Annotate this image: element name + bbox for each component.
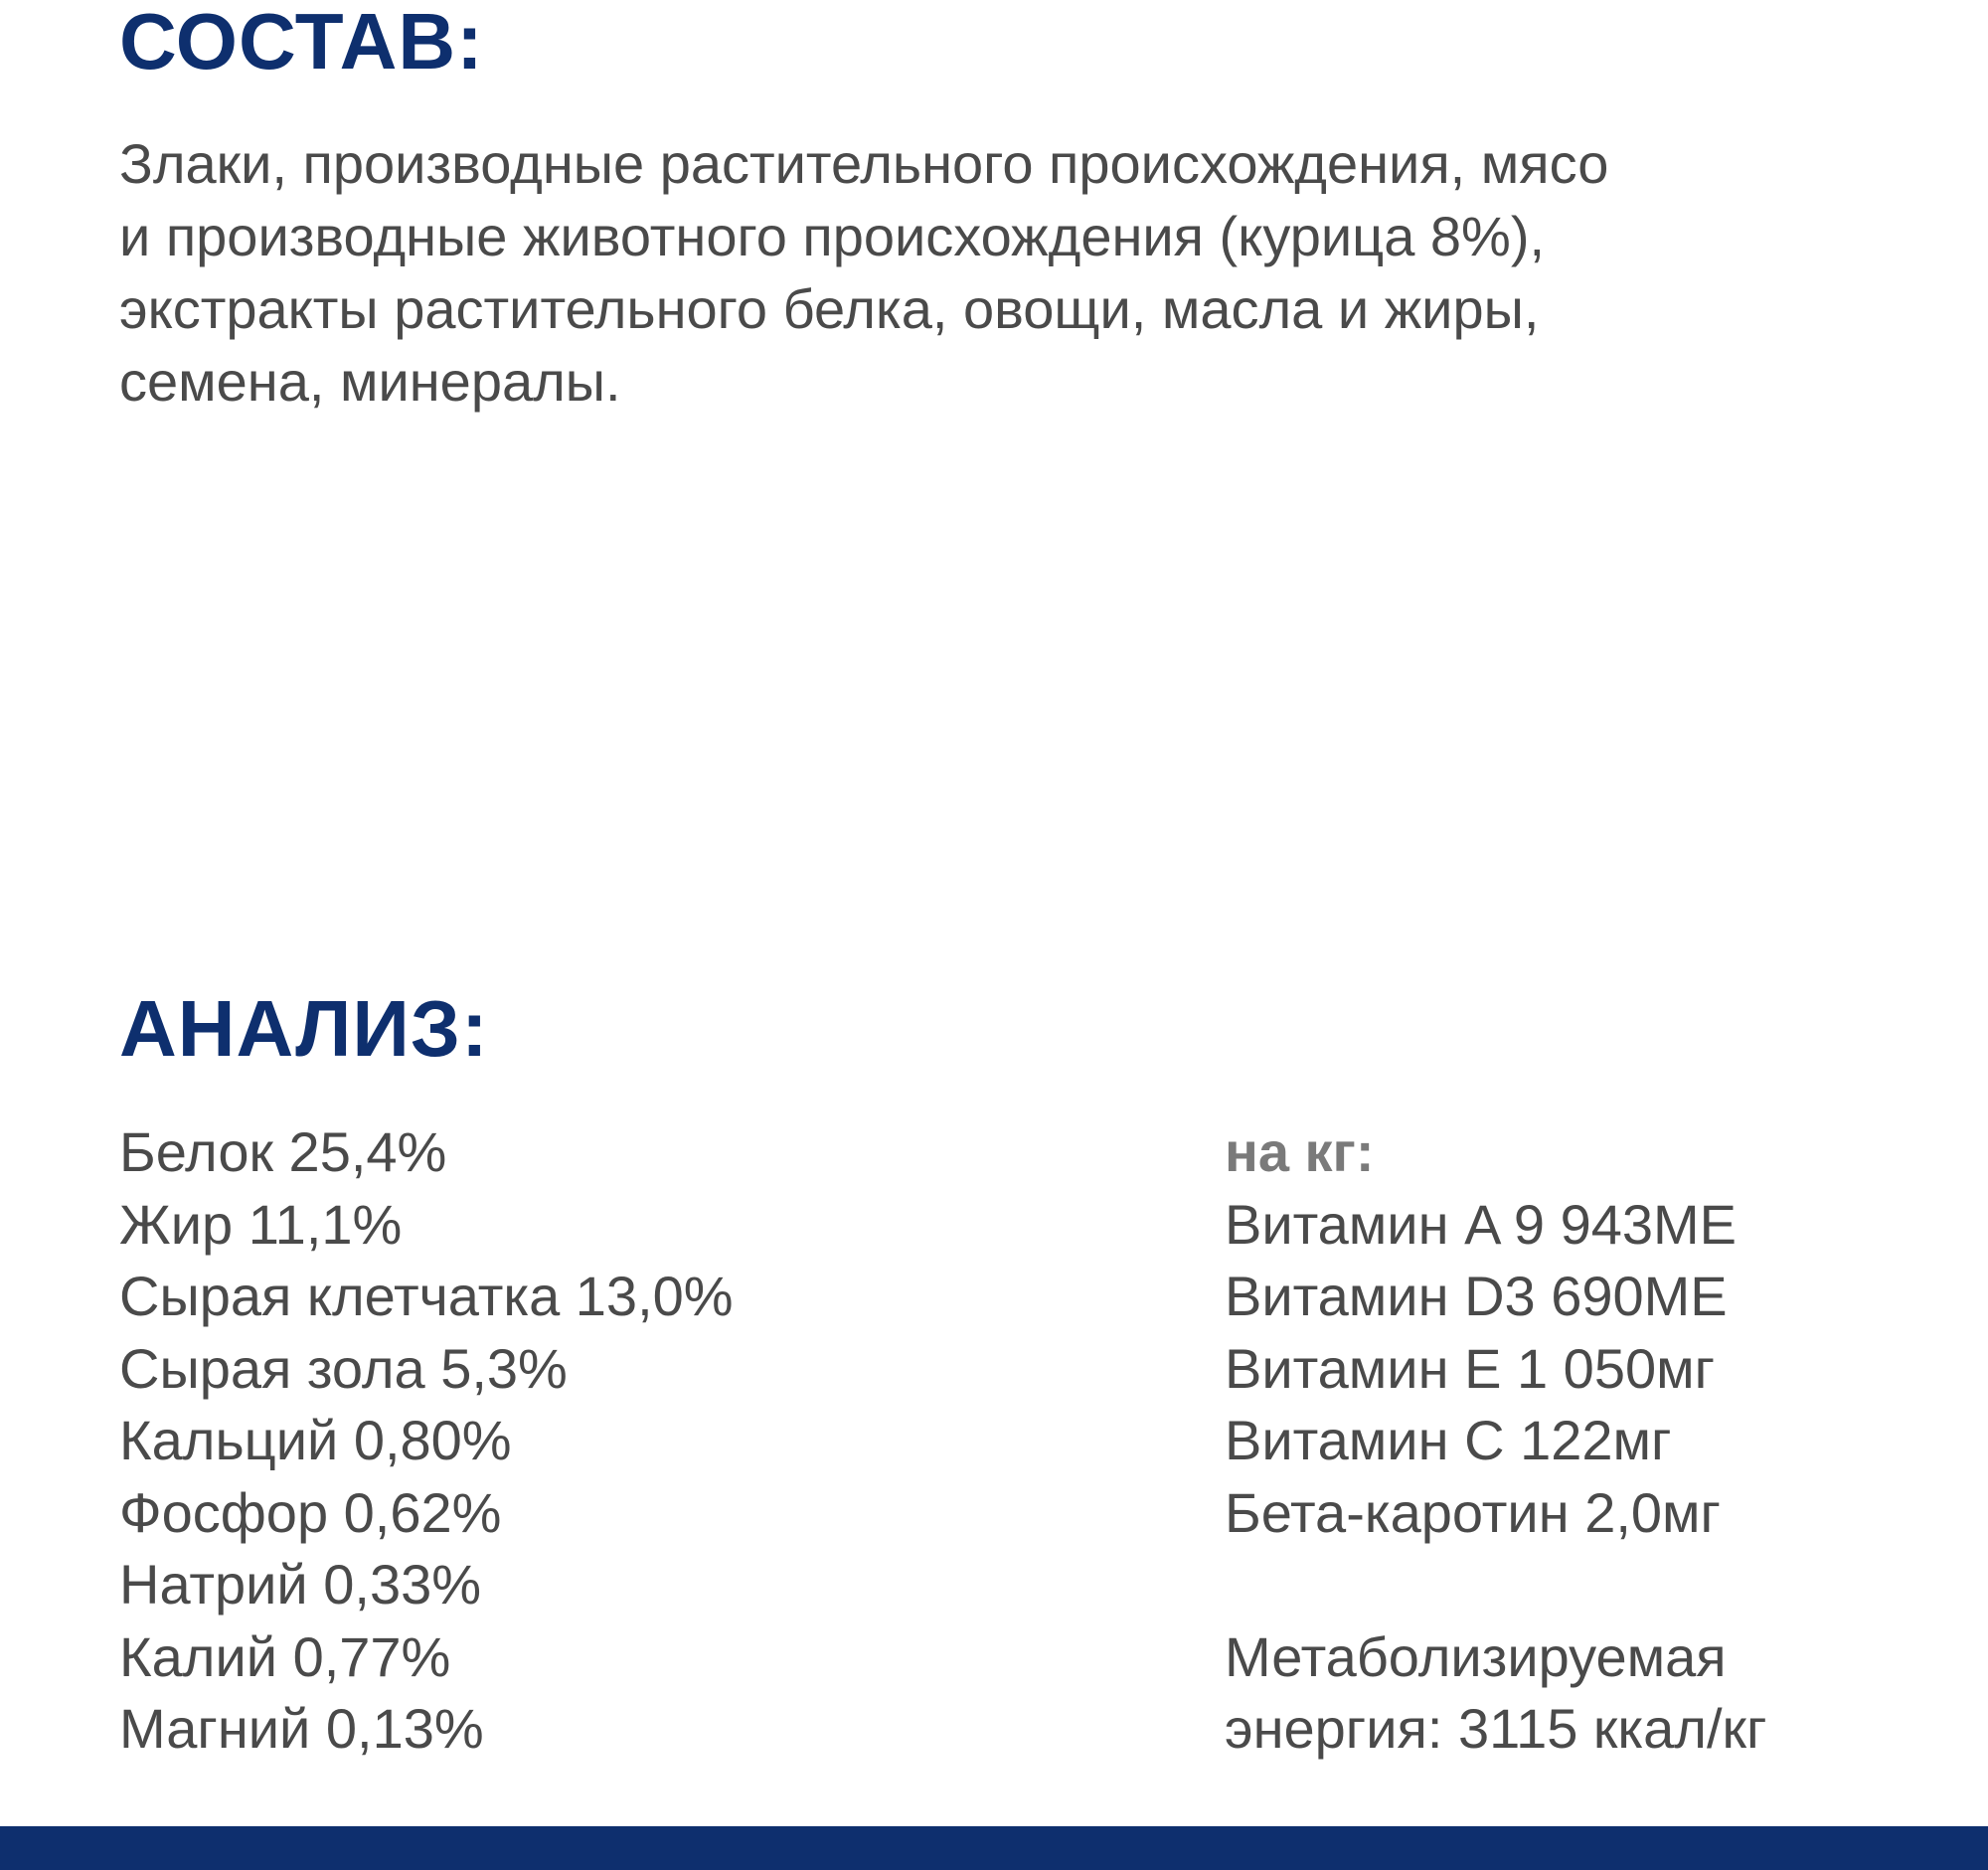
- nutrient-item: Белок 25,4%: [119, 1120, 447, 1183]
- list-spacer: [1225, 1549, 1980, 1621]
- energy-line: энергия: 3115 ккал/кг: [1225, 1697, 1767, 1760]
- vitamin-item: Витамин C 122мг: [1225, 1409, 1672, 1471]
- nutrient-item: Сырая зола 5,3%: [119, 1336, 568, 1400]
- per-kg-list: [1225, 1116, 1980, 1766]
- composition-heading: СОСТАВ:: [119, 0, 484, 85]
- nutrient-item: Магний 0,13%: [119, 1697, 484, 1760]
- nutrient-item: Калий 0,77%: [119, 1624, 451, 1688]
- nutrient-list: [119, 1116, 1014, 1766]
- composition-line: Злаки, производные растительного происхождения, мясо: [119, 132, 1609, 195]
- nutrient-item: Сырая клетчатка 13,0%: [119, 1265, 734, 1327]
- composition-text: [119, 127, 1908, 418]
- vitamin-item: Витамин A 9 943МЕ: [1225, 1192, 1738, 1256]
- footer-bar: [0, 1826, 1988, 1870]
- analysis-heading: АНАЛИЗ:: [119, 984, 489, 1073]
- energy-line: Метаболизируемая: [1225, 1624, 1727, 1688]
- vitamin-item: Витамин D3 690МЕ: [1225, 1265, 1728, 1327]
- composition-line: семена, минералы.: [119, 350, 621, 413]
- vitamin-item: Бета-каротин 2,0мг: [1225, 1480, 1721, 1544]
- nutrient-item: Кальций 0,80%: [119, 1409, 512, 1471]
- vitamin-item: Витамин E 1 050мг: [1225, 1336, 1716, 1400]
- composition-line: и производные животного происхождения (курица 8%),: [119, 205, 1546, 267]
- nutrient-item: Жир 11,1%: [119, 1192, 403, 1256]
- per-kg-label: на кг:: [1225, 1120, 1375, 1183]
- composition-line: экстракты растительного белка, овощи, масла и жиры,: [119, 277, 1540, 340]
- nutrient-item: Фосфор 0,62%: [119, 1480, 502, 1544]
- nutrient-item: Натрий 0,33%: [119, 1553, 482, 1615]
